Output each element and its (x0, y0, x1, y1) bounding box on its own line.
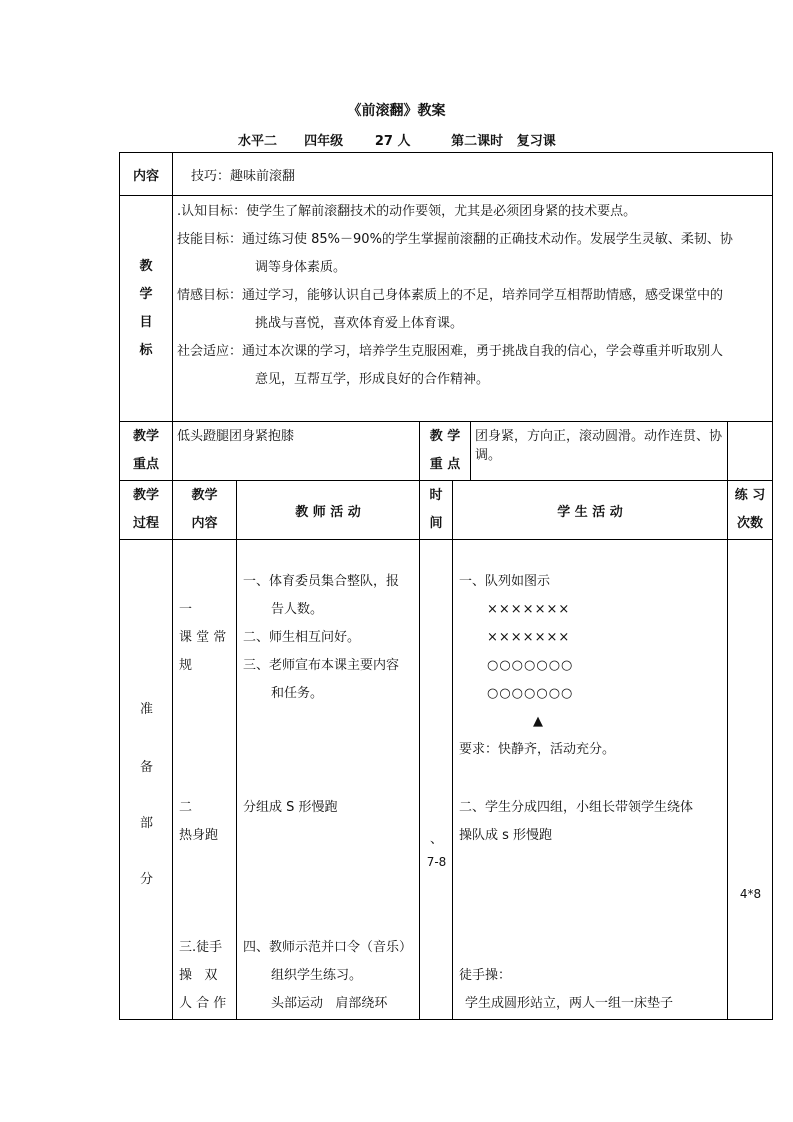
formation-row: ○○○○○○○ (487, 658, 574, 673)
key2-point: 团身紧，方向正，滚动圆滑。动作连贯、协调。 (475, 429, 723, 463)
teacher-item: 四、教师示范并口令（音乐） (243, 940, 413, 955)
goal-skill: 技能目标：通过练习使 85%－90%的学生掌握前滚翻的正确技术动作。发展学生灵敏、柔韧、协 (177, 232, 733, 247)
content-item: 二 (179, 800, 193, 815)
teacher-item: 三、老师宣布本课主要内容 (243, 658, 400, 673)
formation-row: ××××××× (487, 630, 571, 645)
teacher-item: 组织学生练习。 (271, 968, 363, 983)
header-content: 教学 内容 (173, 481, 237, 540)
section-cell (120, 540, 173, 1020)
key-point: 低头蹬腿团身紧抱膝 (173, 422, 420, 481)
teacher-item: 和任务。 (271, 686, 324, 701)
teacher-activity-cell (237, 540, 420, 1020)
teacher-item: 二、师生相互问好。 (243, 630, 361, 645)
content-item: 三.徒手 (179, 940, 223, 955)
teacher-item: 头部运动 肩部绕环 (271, 996, 388, 1011)
teacher-item: 分组成 S 形慢跑 (243, 800, 338, 815)
goal-emotion-cont: 挑战与喜悦，喜欢体育爱上体育课。 (255, 316, 464, 331)
goal-skill-cont: 调等身体素质。 (255, 260, 347, 275)
formation-row: ○○○○○○○ (487, 686, 574, 701)
page-title: 《前滚翻》教案 (347, 103, 446, 119)
key2-label: 教 学 重 点 (420, 422, 471, 480)
time-cell (420, 540, 453, 1020)
teacher-item: 告人数。 (271, 602, 324, 617)
key-label: 教学 重点 (120, 422, 173, 481)
student-item: 操队成 s 形慢跑 (459, 828, 553, 843)
content-value: 技巧：趣味前滚翻 (173, 153, 773, 196)
student-item: 二、学生分成四组，小组长带领学生绕体 (459, 800, 694, 815)
goals-label: 教 学 目 标 (120, 196, 173, 422)
header-student: 学 生 活 动 (453, 481, 728, 540)
goal-emotion: 情感目标：通过学习，能够认识自己身体素质上的不足，培养同学互相帮助情感，感受课堂中的 (177, 288, 724, 303)
header-teacher: 教 师 活 动 (237, 481, 420, 540)
header-time: 时 间 (420, 481, 453, 540)
student-item: 要求：快静齐，活动充分。 (459, 742, 616, 757)
header-count: 练 习 次数 (728, 481, 773, 540)
goal-social-cont: 意见，互帮互学，形成良好的合作精神。 (255, 372, 490, 387)
content-item: 人 合 作 (179, 996, 227, 1011)
lesson-plan-table (119, 152, 773, 1020)
teacher-position-icon: ▲ (533, 714, 543, 729)
goal-cognitive: .认知目标：使学生了解前滚翻技术的动作要领，尤其是必须团身紧的技术要点。 (177, 204, 637, 219)
content-item: 一 (179, 602, 193, 617)
content-item: 规 (179, 658, 193, 673)
section-char: 备 (139, 760, 153, 775)
teacher-item: 一、体育委员集合整队，报 (243, 574, 400, 589)
student-activity-cell (453, 540, 728, 1020)
content-item: 热身跑 (179, 828, 219, 843)
student-item: 徒手操： (459, 968, 512, 983)
time-value: 7-8 (426, 855, 447, 869)
section-char: 部 (139, 816, 153, 831)
content-item: 课 堂 常 (179, 630, 227, 645)
section-char: 准 (139, 702, 153, 717)
goal-social: 社会适应：通过本次课的学习，培养学生克服困难，勇于挑战自我的信心，学会尊重并听取别人 (177, 344, 724, 359)
formation-row: ××××××× (487, 602, 571, 617)
content-items-cell (173, 540, 237, 1020)
time-mark: 、 (429, 832, 443, 847)
count-value: 4*8 (739, 887, 762, 901)
lesson-info: 水平二 四年级 27 人 第二课时 复习课 (238, 134, 556, 149)
student-item: 学生成圆形站立，两人一组一床垫子 (465, 996, 674, 1011)
content-label: 内容 (120, 153, 173, 196)
count-cell (728, 540, 773, 1020)
section-char: 分 (139, 872, 153, 887)
goals-block (173, 196, 773, 422)
header-process: 教学 过程 (120, 481, 173, 540)
content-item: 操 双 (179, 968, 218, 983)
student-item: 一、队列如图示 (459, 574, 551, 589)
